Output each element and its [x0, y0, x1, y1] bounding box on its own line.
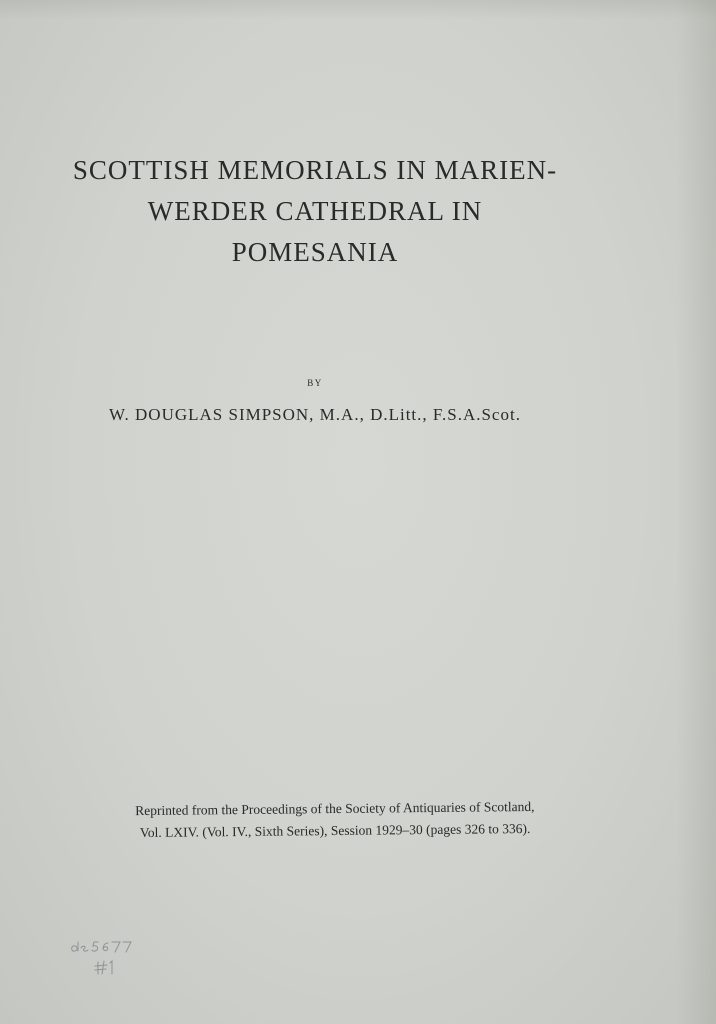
handwritten-pencil-note: [68, 936, 148, 978]
title-line-2: WERDER CATHEDRAL IN: [147, 196, 483, 226]
reprint-line-2: Vol. LXIV. (Vol. IV., Sixth Series), Session 1929–30 (pages 326 to 336).: [139, 820, 531, 841]
document-title: [20, 150, 610, 273]
title-line-3: POMESANIA: [231, 237, 399, 267]
title-line-1: SCOTTISH MEMORIALS IN MARIEN-: [72, 155, 558, 185]
byline-label: BY: [307, 378, 323, 388]
page-edge-shading: [676, 0, 716, 1024]
author-name: W. DOUGLAS SIMPSON, M.A., D.Litt., F.S.A.Scot.: [109, 405, 521, 424]
reprint-note: [40, 795, 630, 845]
reprint-line-1: Reprinted from the Proceedings of the Society of Antiquaries of Scotland,: [135, 798, 535, 819]
page-top-shading: [0, 0, 716, 20]
